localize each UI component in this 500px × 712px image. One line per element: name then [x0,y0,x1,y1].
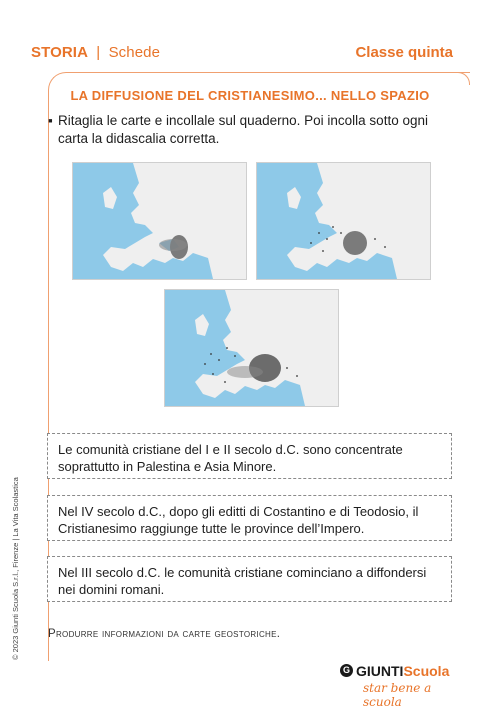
section-label: Schede [108,44,161,61]
map-2-image [257,163,430,279]
subject-label: STORIA [31,44,88,61]
map-1-image [73,163,246,279]
giunti-scuola-logo [340,663,470,709]
logo-brand-accent: Scuola [403,663,450,679]
map-1 [72,162,247,280]
map-3-image [165,290,338,406]
learning-objective: Produrre informazioni da carte geostoriche. [48,628,281,640]
logo-brand [356,663,449,679]
caption-box-3: Nel III secolo d.C. le comunità cristiane cominciano a diffondersi nei domini romani. [47,556,452,602]
logo-brand-main: GIUNTI [356,663,404,679]
caption-box-1: Le comunità cristiane del I e II secolo d.C. sono concentrate soprattutto in Palestina e Asia Minore. [47,433,452,479]
copyright-credit: © 2023 Giunti Scuola S.r.l., Firenze | La Vita Scolastica [11,477,20,660]
bullet-icon: ▪ [48,113,53,128]
caption-box-2: Nel IV secolo d.C., dopo gli editti di Costantino e di Teodosio, il Cristianesimo raggiunge tutte le province dell’Impero. [47,495,452,541]
header-subject [31,44,160,61]
map-3 [164,289,339,407]
instruction-text: Ritaglia le carte e incollale sul quaderno. Poi incolla sotto ogni carta la didascalia corretta. [58,113,428,146]
header-separator: | [96,44,101,61]
class-label: Classe quinta [355,44,453,61]
logo-g-icon: G [340,664,353,677]
logo-tagline: star bene a scuola [363,681,432,709]
map-2 [256,162,431,280]
worksheet-title: LA DIFFUSIONE DEL CRISTIANESIMO... NELLO SPAZIO [70,88,430,103]
instruction [48,112,458,148]
